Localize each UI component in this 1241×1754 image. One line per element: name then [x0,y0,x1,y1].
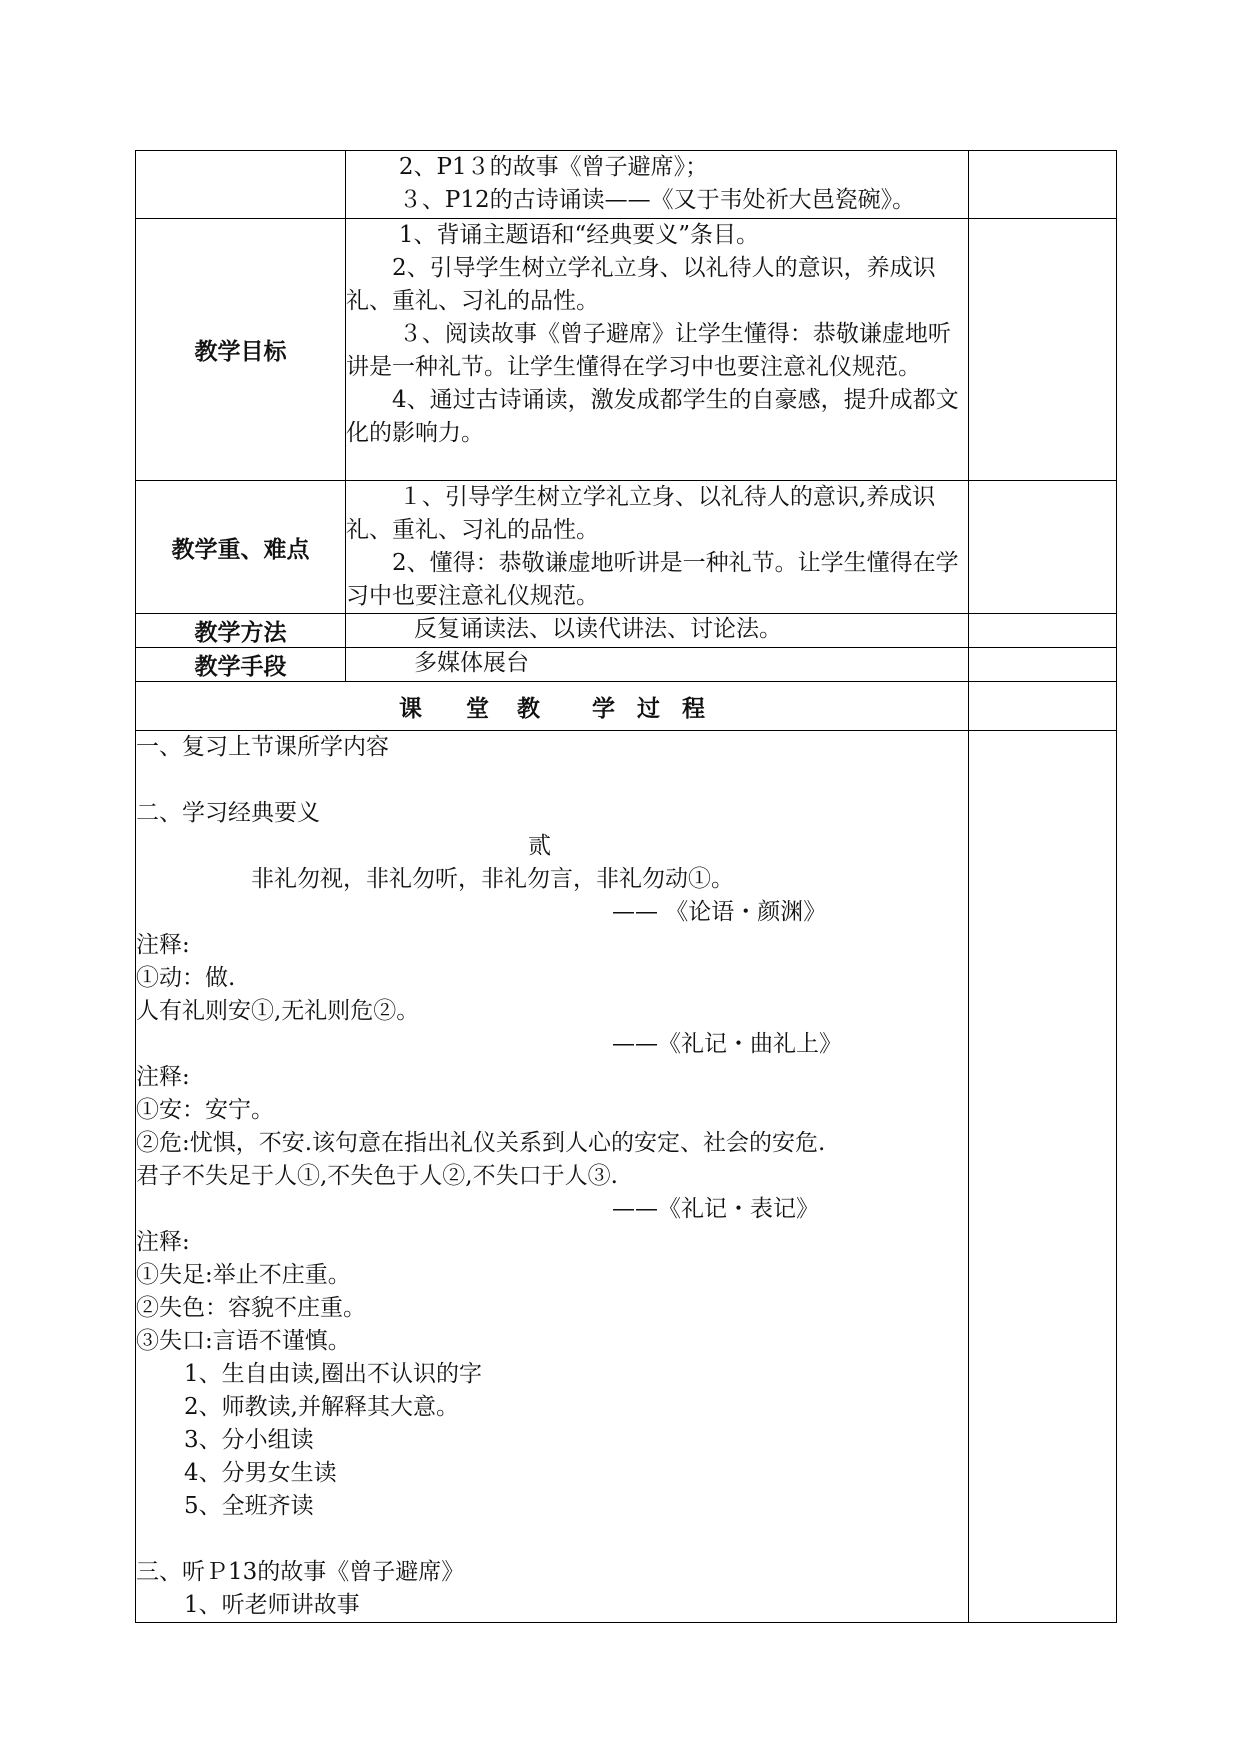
process-body [136,731,969,1623]
key-points-row [136,481,1117,614]
materials-row [136,151,1117,219]
quote-1-source: —— 《论语・颜渊》 [612,899,827,925]
quote-3-note-3: ③失口:言语不谨慎。 [136,1328,351,1354]
quote-2-note-2: ②危:忧惧，不安.该句意在指出礼仪关系到人心的安定、社会的安危. [136,1130,826,1156]
note-label: 注释: [136,1064,190,1090]
process-title-char: 堂 [466,695,489,722]
objective-item-4: 4、通过古诗诵读，激发成都学生的自豪感，提升成都文化的影响力。 [346,387,959,446]
process-body-row [136,731,1117,1623]
reading-step: 4、分男女生读 [184,1460,337,1486]
remarks-cell [969,151,1117,219]
quote-1: 非礼勿视，非礼勿听，非礼勿言，非礼勿动①。 [251,866,734,892]
objective-item-1: 1、背诵主题语和“经典要义”条目。 [398,222,760,248]
reading-step: 1、生自由读,圈出不认识的字 [184,1361,482,1387]
process-title-char: 课 [399,695,422,722]
section-2-heading: 二、学习经典要义 [136,800,320,826]
note-label: 注释: [136,932,190,958]
method-value: 反复诵读法、以读代讲法、讨论法。 [346,614,969,648]
means-label: 教学手段 [136,648,346,682]
lesson-plan-page [135,150,1116,1618]
materials-cell [346,151,969,219]
quote-1-note-1: ①动：做. [136,965,236,991]
key-points-cell [346,481,969,614]
quote-2-note-1: ①安：安宁。 [136,1097,274,1123]
materials-line-3: ３、P12的古诗诵读——《又于韦处祈大邑瓷碗》。 [398,187,916,213]
quote-3-note-2: ②失色：容貌不庄重。 [136,1295,366,1321]
method-label: 教学方法 [136,614,346,648]
section-3-step-1: 1、听老师讲故事 [184,1592,360,1618]
means-row [136,648,1117,682]
reading-step: 3、分小组读 [184,1427,314,1453]
remarks-cell [969,614,1117,648]
remarks-cell [969,731,1117,1623]
lesson-plan-table [135,150,1117,1623]
process-title [136,682,969,731]
key-point-item-1: １、引导学生树立学礼立身、以礼待人的意识,养成识礼、重礼、习礼的品性。 [346,484,936,543]
quote-3-note-1: ①失足:举止不庄重。 [136,1262,351,1288]
process-title-char: 学 [592,695,615,722]
section-1-heading: 一、复习上节课所学内容 [136,734,389,760]
remarks-cell [969,648,1117,682]
quote-3: 君子不失足于人①,不失色于人②,不失口于人③. [136,1163,618,1189]
materials-line-2: 2、P1３的故事《曾子避席》； [398,154,709,180]
reading-step: 2、师教读,并解释其大意。 [184,1394,459,1420]
quote-3-source: ——《礼记・表记》 [612,1196,819,1222]
means-value: 多媒体展台 [346,648,969,682]
process-title-char: 教 [517,695,540,722]
objective-item-3: ３、阅读故事《曾子避席》让学生懂得：恭敬谦虚地听讲是一种礼节。让学生懂得在学习中也要注意礼仪规范。 [346,321,951,380]
note-label: 注释: [136,1229,190,1255]
materials-label-cell [136,151,346,219]
remarks-cell [969,219,1117,481]
objective-item-2: 2、引导学生树立学礼立身、以礼待人的意识，养成识礼、重礼、习礼的品性。 [346,255,936,314]
key-point-item-2: 2、懂得：恭敬谦虚地听讲是一种礼节。让学生懂得在学习中也要注意礼仪规范。 [346,550,959,609]
method-row [136,614,1117,648]
quote-2-source: ——《礼记・曲礼上》 [612,1031,842,1057]
reading-steps [136,1358,968,1523]
process-title-row [136,682,1117,731]
process-title-char: 过 [637,695,660,722]
objectives-cell [346,219,969,481]
remarks-cell [969,481,1117,614]
process-title-char: 程 [682,695,705,722]
classic-number: 贰 [528,833,551,859]
reading-step: 5、全班齐读 [184,1493,314,1519]
objectives-label: 教学目标 [136,219,346,481]
remarks-cell [969,682,1117,731]
key-points-label: 教学重、难点 [136,481,346,614]
quote-2: 人有礼则安①,无礼则危②。 [136,998,420,1024]
objectives-row [136,219,1117,481]
section-3-heading: 三、听Ｐ13的故事《曾子避席》 [136,1559,465,1585]
